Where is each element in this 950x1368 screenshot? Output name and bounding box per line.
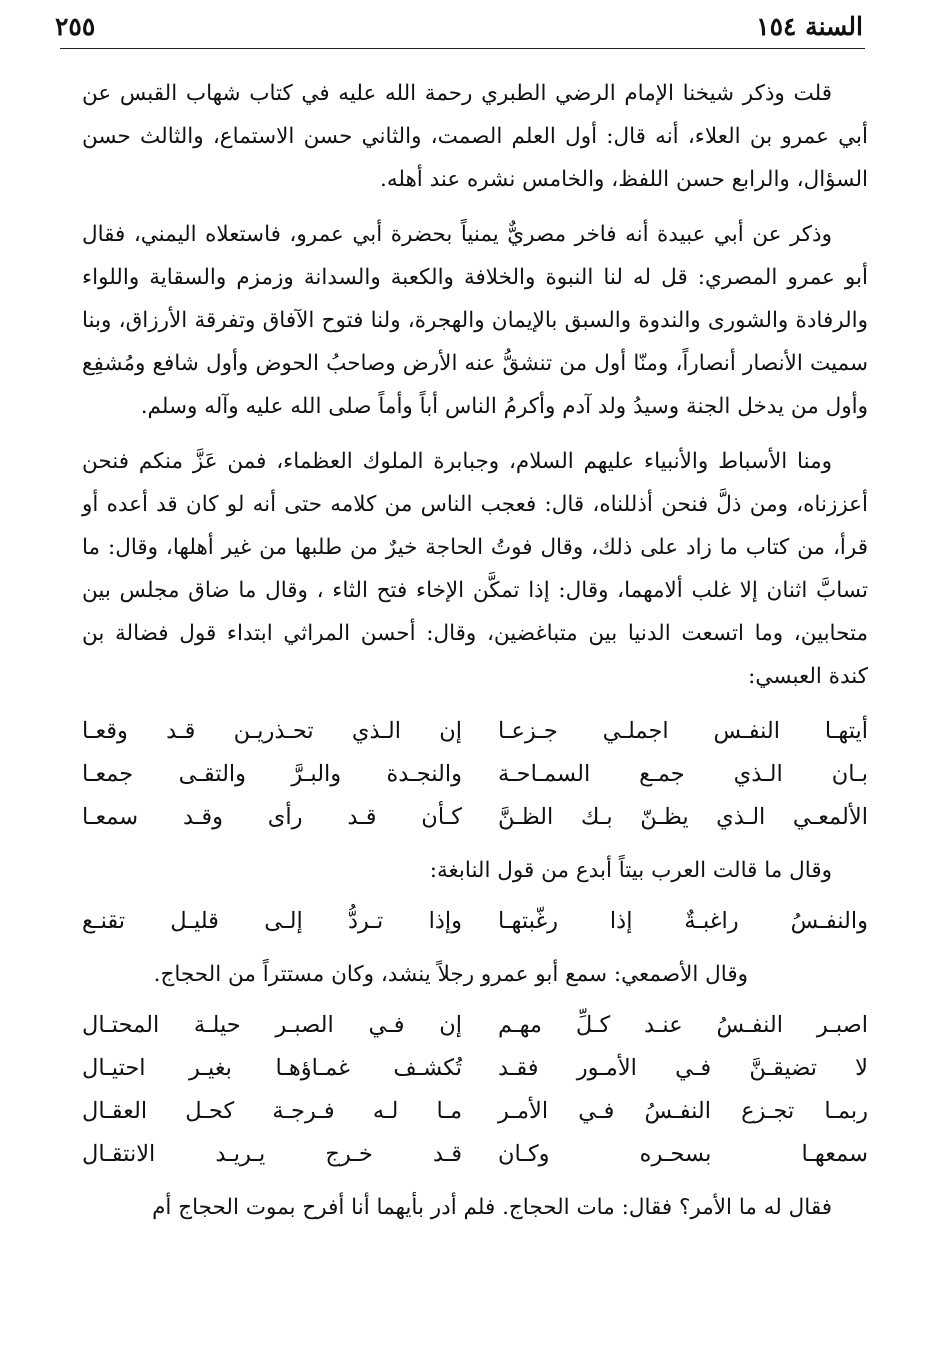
verse-line [82, 753, 868, 796]
verse-first-hemistich: اصبـر النفـسُ عنـد كـلِّ مهـم [498, 1012, 868, 1038]
verse-first-hemistich: الألمعـي الـذي يظـنّ بـك الظـنَّ [498, 804, 868, 830]
verse-first-hemistich: لا تضيقـنَّ فـي الأمـور فقـد [498, 1055, 868, 1081]
verse-line [82, 1004, 868, 1047]
paragraph-3: ومنا الأسباط والأنبياء عليهم السلام، وجبابرة الملوك العظماء، فمن عَزَّ منكم فنحن أعززناه، ومن ذلَّ فنحن أذللناه، قال: فعجب الناس من كلامه حتى أنه لو كان قد أعده أو قرأ، من كتاب ما زاد على ذلك، وقال فوتُ الحاجة خيرٌ من طلبها من غير أهلها، وقال: ما تسابَّ اثنان إلا غلب ألامهما، وقال: إذا تمكَّن الإخاء فتح الثاء ، وقال ما ضاق مجلس بين متحابين، وما اتسعت الدنيا بين متباغضين، وقال: أحسن المراثي ابتداء قول فضالة بن كندة العبسي: [82, 449, 868, 689]
page-number: ٢٥٥ [55, 12, 96, 41]
verse-line [82, 1090, 868, 1133]
verse-line [82, 1047, 868, 1090]
poem-fadala [82, 710, 868, 839]
intro-nabigha: وقال ما قالت العرب بيتاً أبدع من قول النابغة: [429, 858, 832, 883]
verse-second-hemistich: إن الـذي تحـذريـن قـد وقعـا [82, 718, 462, 744]
verse-first-hemistich: والنفـسُ راغبـةٌ إذا رغّبتهـا [498, 908, 868, 934]
verse-first-hemistich: أيتهـا النفـس اجملـي جـزعـا [498, 718, 868, 744]
verse-first-hemistich: ربمـا تجـزع النفـسُ فـي الأمـر [498, 1098, 868, 1124]
page-body [82, 72, 868, 1241]
poem-nabigha [82, 900, 868, 943]
verse-second-hemistich: وإذا تـردُّ إلـى قليـل تقنـع [82, 908, 462, 934]
paragraph-2: وذكر عن أبي عبيدة أنه فاخر مصريٌّ يمنياً بحضرة أبي عمرو، فاستعلاه اليمني، فقال أبو عمرو المصري: قل له لنا النبوة والخلافة والكعبة والسدانة وزمزم والسقاية واللواء والرفادة والشورى والندوة والسبق بالإيمان والهجرة، ولنا فتوح الآفاق وتفرقة الأرزاق، وبنا سميت الأنصار أنصاراً، ومنّا أول من تنشقُّ عنه الأرض وصاحبُ الحوض وأول شافع ومُشفِع وأول من يدخل الجنة وسيدُ ولد آدم وأكرمُ الناس أباً وأماً صلى الله عليه وآله وسلم. [82, 222, 868, 419]
verse-line [82, 1133, 868, 1176]
verse-second-hemistich: إن فـي الصبـر حيلـة المحتـال [82, 1012, 462, 1038]
verse-second-hemistich: تُكشـف غمـاؤهـا بغيـر احتيـال [82, 1055, 462, 1081]
poem-asmai [82, 1004, 868, 1176]
verse-second-hemistich: قـد خـرج يـريـد الانتقـال [82, 1141, 462, 1167]
verse-line [82, 900, 868, 943]
verse-first-hemistich: سمعهـا بسحـره وكـان [498, 1141, 868, 1167]
paragraph-1: قلت وذكر شيخنا الإمام الرضي الطبري رحمة الله عليه في كتاب شهاب القبس عن أبي عمرو بن العلاء، أنه قال: أول العلم الصمت، والثاني حسن الاستماع، والثالث حسن السؤال، والرابع حسن اللفظ، والخامس نشره عند أهله. [82, 81, 868, 192]
verse-line [82, 796, 868, 839]
running-head-year: السنة ١٥٤ [756, 12, 863, 41]
verse-second-hemistich: مـا لـه فـرجـة كحـل العقـال [82, 1098, 462, 1124]
verse-first-hemistich: بـان الـذي جمـع السمـاحـة [498, 761, 868, 787]
closing-paragraph: فقال له ما الأمر؟ فقال: مات الحجاج. فلم أدر بأيهما أنا أفرح بموت الحجاج أم [152, 1195, 832, 1220]
verse-line [82, 710, 868, 753]
page-header [45, 10, 875, 46]
verse-second-hemistich: والنجـدة والبـرَّ والتقـى جمعـا [82, 761, 462, 787]
header-divider [60, 48, 865, 49]
intro-asmai: وقال الأصمعي: سمع أبو عمرو رجلاً ينشد، وكان مستتراً من الحجاج. [153, 962, 748, 987]
verse-second-hemistich: كـأن قـد رأى وقـد سمعـا [82, 804, 462, 830]
